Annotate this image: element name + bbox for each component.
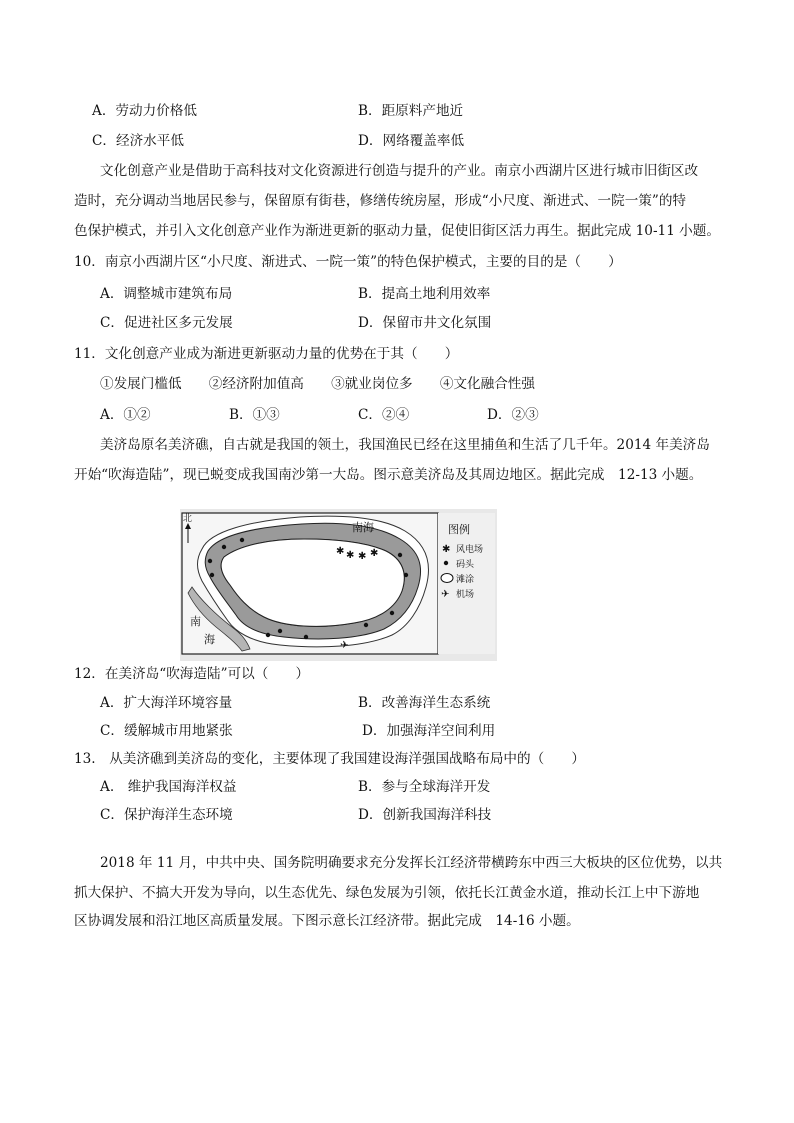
- legend-title: 图例: [448, 523, 470, 536]
- dock: [364, 623, 368, 627]
- q11-option-b: B．①③: [229, 407, 280, 423]
- dock: [208, 559, 212, 563]
- wind-farm-icon: ✱: [358, 551, 367, 562]
- north-label: 北: [183, 514, 193, 524]
- sea-label-top: 南海: [352, 521, 374, 534]
- airport-icon: ✈: [340, 640, 349, 651]
- q10-option-c: C．促进社区多元发展: [100, 315, 233, 331]
- meiji-island-map: [180, 509, 497, 661]
- passage3-line1: 2018 年 11 月，中共中央、国务院明确要求充分发挥长江经济带横跨东中西三大板块的区位优势，以共: [100, 855, 723, 871]
- q11-items: ①发展门槛低 ②经济附加值高 ③就业岗位多 ④文化融合性强: [100, 376, 535, 392]
- q9-option-a: A．劳动力价格低: [92, 103, 197, 119]
- legend-airport-icon: ✈: [441, 589, 450, 600]
- q9-option-b: B．距原料产地近: [358, 103, 464, 119]
- q10-option-d: D．保留市井文化氛围: [358, 315, 492, 331]
- q11-option-d: D．②③: [487, 407, 539, 423]
- passage1-line1: 文化创意产业是借助于高科技对文化资源进行创造与提升的产业。南京小西湖片区进行城市旧街区改: [100, 163, 699, 179]
- passage2-line2: 开始“吹海造陆”，现已蜕变成我国南沙第一大岛。图示意美济岛及其周边地区。据此完成 12-13 小题。: [74, 467, 703, 483]
- q11-stem: 11．文化创意产业成为渐进更新驱动力量的优势在于其（ ）: [74, 346, 459, 362]
- q12-option-c: C．缓解城市用地紧张: [100, 723, 233, 739]
- sea-label-left-2: 海: [204, 633, 215, 646]
- q12-option-d: D．加强海洋空间利用: [362, 723, 496, 739]
- dock: [222, 545, 226, 549]
- q12-option-a: A．扩大海洋环境容量: [100, 695, 233, 711]
- passage3-line2: 抓大保护、不搞大开发为导向，以生态优先、绿色发展为引领，依托长江黄金水道，推动长江上中下游地: [74, 885, 700, 901]
- dock: [398, 553, 402, 557]
- q10-option-b: B．提高土地利用效率: [358, 286, 491, 302]
- wind-farm-icon: ✱: [370, 548, 379, 559]
- wind-farm-icon: ✱: [346, 550, 355, 561]
- q12-option-b: B．改善海洋生态系统: [358, 695, 491, 711]
- legend-beach-icon: [441, 574, 453, 583]
- q11-option-a: A．①②: [100, 407, 151, 423]
- legend-wind-label: 风电场: [456, 545, 484, 555]
- dock: [210, 573, 214, 577]
- dock: [390, 611, 394, 615]
- wind-farm-icon: ✱: [336, 546, 345, 557]
- q11-option-c: C．②④: [358, 407, 410, 423]
- legend-airport-label: 机场: [456, 590, 475, 600]
- q12-stem: 12．在美济岛“吹海造陆”可以（ ）: [74, 666, 310, 682]
- q9-option-d: D．网络覆盖率低: [358, 133, 465, 149]
- q10-stem: 10．南京小西湖片区“小尺度、渐进式、一院一策”的特色保护模式，主要的目的是（ ）: [74, 254, 622, 270]
- passage3-line3: 区协调发展和沿江地区高质量发展。下图示意长江经济带。据此完成 14-16 小题。: [74, 913, 580, 929]
- passage2-line1: 美济岛原名美济礁，自古就是我国的领土，我国渔民已经在这里捕鱼和生活了几千年。2014 年美济岛: [100, 437, 710, 453]
- q13-option-b: B．参与全球海洋开发: [358, 779, 491, 795]
- dock: [304, 635, 308, 639]
- dock: [278, 629, 282, 633]
- sea-label-left-1: 南: [190, 615, 201, 628]
- passage1-line3: 色保护模式，并引入文化创意产业作为渐进更新的驱动力量，促使旧街区活力再生。据此完成 10-11 小题。: [74, 223, 720, 239]
- legend-dock-icon: [444, 561, 448, 565]
- legend-wind-icon: ✱: [442, 544, 451, 555]
- passage1-line2: 造时，充分调动当地居民参与，保留原有街巷，修缮传统房屋，形成“小尺度、渐进式、一院一策”的特: [74, 193, 687, 209]
- q9-option-c: C．经济水平低: [92, 133, 184, 149]
- q13-option-c: C．保护海洋生态环境: [100, 807, 233, 823]
- legend-beach-label: 滩涂: [456, 575, 475, 585]
- map-figure: [180, 509, 497, 661]
- legend-dock-label: 码头: [456, 560, 475, 570]
- q13-option-a: A. 维护我国海洋权益: [100, 779, 237, 795]
- q13-stem: 13. 从美济礁到美济岛的变化，主要体现了我国建设海洋强国战略布局中的（ ）: [74, 751, 585, 767]
- q10-option-a: A．调整城市建筑布局: [100, 286, 233, 302]
- dock: [404, 573, 408, 577]
- q13-option-d: D．创新我国海洋科技: [358, 807, 492, 823]
- dock: [266, 633, 270, 637]
- dock: [240, 538, 244, 542]
